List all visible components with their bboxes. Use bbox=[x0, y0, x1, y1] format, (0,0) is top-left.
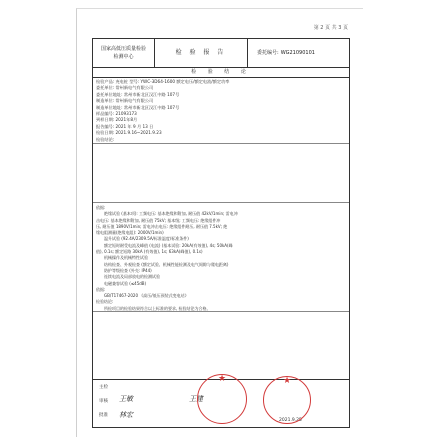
basis-line: 依据: bbox=[96, 205, 106, 210]
field-row: 检验产品: 充电桩 型号: YWC-3D64-1600 额定电压/额定电流/额定功率 bbox=[96, 79, 230, 84]
approver-label: 批准 bbox=[99, 413, 108, 418]
signature-block bbox=[93, 374, 349, 428]
basis-line: 击电压: 基本绝缘和附加, 耐压值 75kV; 基本级; 工频电压: 绝缘组件冲 bbox=[96, 217, 221, 223]
test-basis bbox=[96, 205, 346, 312]
inspection-seal bbox=[197, 374, 247, 424]
report-header bbox=[93, 39, 349, 68]
basis-line: 缘电阻测量(绝缘电阻): 2000V/1min) bbox=[96, 230, 164, 236]
page-number: 第 2 页 共 3 页 bbox=[313, 25, 348, 31]
basis-line: 额定短时耐受电流及峰值 (电流) (基本试验: 20kA(有效值), 4s; 50kA(峰 bbox=[104, 242, 233, 248]
field-list bbox=[96, 79, 346, 143]
sign-date: 2021.9.25 bbox=[279, 418, 302, 423]
field-row: 检验结论: bbox=[96, 136, 115, 142]
basis-line: 依据: bbox=[96, 286, 106, 292]
field-row: 制造单位地址: 常州市新北区汉江中路 107号 bbox=[96, 104, 180, 110]
reviewer-signature: 王建 bbox=[189, 395, 203, 403]
field-row: 委托单位: 常州新电气有限公司 bbox=[96, 85, 154, 91]
basis-line: 压, 耐压值 1890V/1min; 雷电冲击电压: 绝缘组件耐压, 耐压值 7.5kV; 绝 bbox=[96, 223, 228, 229]
seal-star-icon: ★ bbox=[282, 376, 292, 386]
report-number bbox=[249, 39, 349, 67]
divider bbox=[93, 202, 349, 203]
basis-line: 温升试验 (92.4A/2309.5A/标准温度/标准条件) bbox=[104, 236, 189, 242]
divider bbox=[93, 143, 349, 144]
basis-line: 所检项目的检验结果符合以上标准的要求, 检验结论为合格。 bbox=[104, 305, 211, 311]
basis-line: 电磁兼容试验 (≤45dB) bbox=[104, 280, 147, 286]
seal-star-icon: ★ bbox=[217, 374, 227, 384]
inspector-label: 主检 bbox=[99, 385, 108, 390]
field-row: 到样日期: 2021年8月 bbox=[96, 117, 138, 123]
approver-signature: 林宏 bbox=[119, 411, 133, 419]
basis-line: 连续电流及局部放电的检测试验 bbox=[104, 274, 160, 280]
basis-line: 机械操作及机械特性试验 bbox=[104, 255, 148, 261]
basis-line: 绝缘试验 (基本项): 工频电压: 基本绝缘和附加, 耐压值 42kV/1min; 雷电冲 bbox=[104, 211, 238, 217]
org-line-1: 国家高低压质量检验 bbox=[100, 46, 146, 52]
section-title: 检 验 结 论 bbox=[93, 67, 349, 78]
report-number-label: 委托编号: bbox=[257, 50, 279, 56]
report-number-value: WG21090101 bbox=[280, 50, 315, 56]
field-row: 样品编号: 21093173 bbox=[96, 111, 137, 117]
org-line-2: 检测中心 bbox=[113, 54, 134, 60]
report-page bbox=[86, 14, 356, 434]
field-row: 委托单位地址: 常州市新北区汉江中路 107号 bbox=[96, 91, 180, 97]
basis-line: 检验结论: bbox=[96, 299, 114, 305]
special-seal bbox=[263, 376, 311, 424]
basis-line: 值), 0.1s; 额定短路 30kA (有效值), 1s; 63kA(峰值), 0.1s) bbox=[96, 249, 203, 255]
field-row: 检验日期: 2021.9.16~2021.9.23 bbox=[96, 130, 162, 136]
field-row: 报告编号: 2021 年 9 月 13 日 bbox=[96, 123, 154, 129]
basis-line: 防护等级检查 (外壳: IP44) bbox=[104, 267, 152, 273]
report-title: 检 验 报 告 bbox=[155, 39, 248, 67]
basis-line: GB/T17467-2020 《高压/低压预装式变电站》 bbox=[104, 293, 189, 299]
field-row: 制造单位: 常州新电气有限公司 bbox=[96, 98, 154, 104]
basis-line: 结构检查、外观检查 (额定试验、机械性能检测及电气间隙与爬电距离) bbox=[104, 261, 229, 267]
report-frame bbox=[92, 38, 350, 428]
divider bbox=[93, 311, 349, 312]
reviewer-label: 审核 bbox=[99, 399, 108, 404]
inspector-signature: 王敏 bbox=[119, 395, 133, 403]
org-name bbox=[93, 39, 155, 67]
